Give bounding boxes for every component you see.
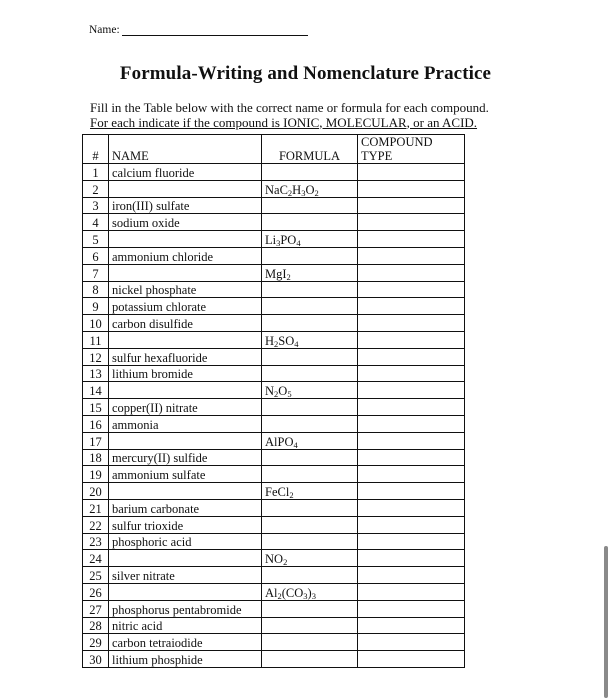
formula-subscript: 4 [293, 439, 298, 450]
compound-type-cell[interactable] [358, 415, 465, 432]
name-field[interactable] [89, 24, 308, 36]
row-number: 3 [83, 197, 109, 214]
compound-type-cell[interactable] [358, 180, 465, 197]
compound-type-cell[interactable] [358, 315, 465, 332]
formula-cell[interactable] [262, 365, 358, 382]
compound-type-cell[interactable] [358, 264, 465, 281]
table-row [83, 214, 465, 231]
formula-cell[interactable] [262, 600, 358, 617]
table-row [83, 231, 465, 248]
formula-cell[interactable] [262, 348, 358, 365]
table-row [83, 264, 465, 281]
compound-type-cell[interactable] [358, 298, 465, 315]
compound-name-cell[interactable] [109, 382, 262, 399]
compound-type-cell[interactable] [358, 583, 465, 600]
formula-cell[interactable] [262, 247, 358, 264]
compound-name-cell: nitric acid [109, 617, 262, 634]
formula-text: MgI [265, 266, 287, 281]
compound-name-cell: ammonium sulfate [109, 466, 262, 483]
formula-cell[interactable] [262, 197, 358, 214]
table-row [83, 516, 465, 533]
table-row [83, 583, 465, 600]
table-row [83, 449, 465, 466]
formula-subscript: 3 [301, 187, 306, 198]
formula-cell[interactable] [262, 634, 358, 651]
compound-name-cell: silver nitrate [109, 567, 262, 584]
formula-subscript: 2 [283, 557, 288, 568]
row-number: 15 [83, 399, 109, 416]
formula-subscript: 4 [294, 338, 299, 349]
compound-type-cell[interactable] [358, 449, 465, 466]
compound-type-cell[interactable] [358, 197, 465, 214]
formula-cell[interactable] [262, 499, 358, 516]
formula-cell[interactable] [262, 164, 358, 181]
formula-cell[interactable] [262, 516, 358, 533]
row-number: 8 [83, 281, 109, 298]
row-number: 28 [83, 617, 109, 634]
header-formula: FORMULA [262, 135, 358, 164]
compound-type-cell[interactable] [358, 533, 465, 550]
formula-cell[interactable] [262, 415, 358, 432]
row-number: 13 [83, 365, 109, 382]
compound-name-cell: lithium phosphide [109, 651, 262, 668]
table-header-row [83, 135, 465, 164]
formula-cell [262, 264, 358, 281]
formula-subscript: 3 [276, 237, 281, 248]
row-number: 2 [83, 180, 109, 197]
formula-text: NaC [265, 182, 288, 197]
compound-table [82, 134, 465, 668]
compound-name-cell[interactable] [109, 231, 262, 248]
compound-type-cell[interactable] [358, 600, 465, 617]
formula-subscript: 3 [311, 590, 316, 601]
row-number: 14 [83, 382, 109, 399]
row-number: 20 [83, 483, 109, 500]
row-number: 12 [83, 348, 109, 365]
formula-cell[interactable] [262, 315, 358, 332]
table-row [83, 651, 465, 668]
compound-name-cell[interactable] [109, 483, 262, 500]
formula-text: AlPO [265, 434, 294, 449]
row-number: 18 [83, 449, 109, 466]
header-name: NAME [109, 135, 262, 164]
table-row [83, 164, 465, 181]
formula-text: (CO [281, 585, 304, 600]
formula-cell[interactable] [262, 567, 358, 584]
compound-name-cell: lithium bromide [109, 365, 262, 382]
row-number: 23 [83, 533, 109, 550]
formula-cell[interactable] [262, 399, 358, 416]
formula-text: Li [265, 232, 277, 247]
compound-name-cell: potassium chlorate [109, 298, 262, 315]
name-label: Name: [89, 24, 120, 36]
compound-type-cell[interactable] [358, 516, 465, 533]
compound-name-cell: mercury(II) sulfide [109, 449, 262, 466]
compound-name-cell: barium carbonate [109, 499, 262, 516]
formula-subscript: 2 [277, 590, 282, 601]
header-compound-type [358, 135, 465, 164]
header-compound-type-line2: TYPE [361, 149, 393, 163]
table-row [83, 483, 465, 500]
formula-cell [262, 550, 358, 567]
table-row [83, 634, 465, 651]
compound-type-cell[interactable] [358, 651, 465, 668]
formula-text: FeCl [265, 484, 290, 499]
page-title: Formula-Writing and Nomenclature Practice [119, 63, 492, 84]
formula-text: H [292, 182, 302, 197]
table-row [83, 247, 465, 264]
row-number: 9 [83, 298, 109, 315]
compound-name-cell: copper(II) nitrate [109, 399, 262, 416]
compound-type-cell[interactable] [358, 231, 465, 248]
compound-type-cell[interactable] [358, 399, 465, 416]
instructions [90, 101, 489, 130]
instructions-line-1: Fill in the Table below with the correct name or formula for each compound. [90, 100, 489, 115]
compound-type-cell[interactable] [358, 164, 465, 181]
row-number: 1 [83, 164, 109, 181]
compound-type-cell[interactable] [358, 483, 465, 500]
formula-subscript: 2 [314, 187, 319, 198]
compound-name-cell[interactable] [109, 583, 262, 600]
row-number: 29 [83, 634, 109, 651]
formula-subscript: 2 [289, 489, 294, 500]
compound-name-cell: ammonia [109, 415, 262, 432]
formula-cell [262, 382, 358, 399]
row-number: 25 [83, 567, 109, 584]
formula-subscript: 2 [286, 271, 291, 282]
compound-type-cell[interactable] [358, 466, 465, 483]
instructions-line-2: For each indicate if the compound is IONIC, MOLECULAR, or an ACID. [90, 114, 478, 130]
row-number: 6 [83, 247, 109, 264]
compound-name-cell: sulfur trioxide [109, 516, 262, 533]
table-row [83, 365, 465, 382]
table-row [83, 298, 465, 315]
compound-name-cell: phosphorus pentabromide [109, 600, 262, 617]
table-row [83, 415, 465, 432]
compound-name-cell: phosphoric acid [109, 533, 262, 550]
table-row [83, 399, 465, 416]
compound-name-cell: ammonium chloride [109, 247, 262, 264]
formula-cell[interactable] [262, 449, 358, 466]
compound-name-cell: nickel phosphate [109, 281, 262, 298]
compound-name-cell[interactable] [109, 550, 262, 567]
row-number: 24 [83, 550, 109, 567]
compound-name-cell: carbon disulfide [109, 315, 262, 332]
row-number: 30 [83, 651, 109, 668]
vertical-scrollbar[interactable] [604, 546, 608, 698]
formula-text: O [278, 384, 288, 399]
formula-cell [262, 231, 358, 248]
row-number: 22 [83, 516, 109, 533]
compound-type-cell[interactable] [358, 617, 465, 634]
compound-name-cell: carbon tetraiodide [109, 634, 262, 651]
formula-cell[interactable] [262, 214, 358, 231]
table-row [83, 197, 465, 214]
table-row [83, 382, 465, 399]
formula-text: SO [278, 333, 295, 348]
table-row [83, 466, 465, 483]
formula-text: Al [265, 585, 278, 600]
row-number: 27 [83, 600, 109, 617]
compound-type-cell[interactable] [358, 634, 465, 651]
row-number: 17 [83, 432, 109, 449]
formula-subscript: 2 [274, 389, 279, 400]
formula-cell [262, 583, 358, 600]
compound-type-cell[interactable] [358, 499, 465, 516]
compound-type-cell[interactable] [358, 214, 465, 231]
compound-type-cell[interactable] [358, 567, 465, 584]
formula-cell [262, 483, 358, 500]
table-row [83, 600, 465, 617]
table-row [83, 550, 465, 567]
compound-type-cell[interactable] [358, 348, 465, 365]
table-row [83, 180, 465, 197]
formula-subscript: 5 [287, 389, 292, 400]
table-row [83, 432, 465, 449]
row-number: 19 [83, 466, 109, 483]
formula-cell[interactable] [262, 533, 358, 550]
formula-cell [262, 331, 358, 348]
table-row [83, 499, 465, 516]
formula-cell[interactable] [262, 281, 358, 298]
header-compound-type-line1: COMPOUND [361, 135, 433, 149]
table-row [83, 281, 465, 298]
formula-cell [262, 432, 358, 449]
compound-type-cell[interactable] [358, 331, 465, 348]
row-number: 11 [83, 331, 109, 348]
compound-type-cell[interactable] [358, 432, 465, 449]
table-row [83, 315, 465, 332]
formula-text: PO [280, 232, 297, 247]
formula-text: H [265, 333, 275, 348]
row-number: 16 [83, 415, 109, 432]
table-row [83, 348, 465, 365]
header-number: # [83, 135, 109, 164]
compound-type-cell[interactable] [358, 281, 465, 298]
table-row [83, 533, 465, 550]
formula-subscript: 4 [296, 237, 301, 248]
row-number: 21 [83, 499, 109, 516]
compound-type-cell[interactable] [358, 382, 465, 399]
name-blank-line[interactable] [122, 25, 308, 36]
compound-name-cell[interactable] [109, 331, 262, 348]
table-body [83, 164, 465, 668]
compound-name-cell[interactable] [109, 264, 262, 281]
compound-name-cell: sodium oxide [109, 214, 262, 231]
formula-cell[interactable] [262, 298, 358, 315]
compound-name-cell[interactable] [109, 432, 262, 449]
row-number: 4 [83, 214, 109, 231]
formula-subscript: 2 [274, 338, 279, 349]
compound-type-cell[interactable] [358, 365, 465, 382]
compound-name-cell[interactable] [109, 180, 262, 197]
formula-text: NO [265, 552, 284, 567]
table-row [83, 567, 465, 584]
row-number: 10 [83, 315, 109, 332]
compound-type-cell[interactable] [358, 550, 465, 567]
compound-name-cell: sulfur hexafluoride [109, 348, 262, 365]
compound-name-cell: calcium fluoride [109, 164, 262, 181]
formula-cell[interactable] [262, 466, 358, 483]
formula-text: N [265, 384, 275, 399]
formula-subscript: 2 [287, 187, 293, 198]
formula-cell[interactable] [262, 617, 358, 634]
row-number: 26 [83, 583, 109, 600]
formula-text: ) [307, 585, 312, 600]
table-row [83, 331, 465, 348]
formula-text: O [305, 182, 315, 197]
formula-subscript: 3 [303, 590, 308, 601]
compound-name-cell: iron(III) sulfate [109, 197, 262, 214]
row-number: 5 [83, 231, 109, 248]
formula-cell[interactable] [262, 651, 358, 668]
table-row [83, 617, 465, 634]
compound-type-cell[interactable] [358, 247, 465, 264]
row-number: 7 [83, 264, 109, 281]
formula-cell [262, 180, 358, 197]
